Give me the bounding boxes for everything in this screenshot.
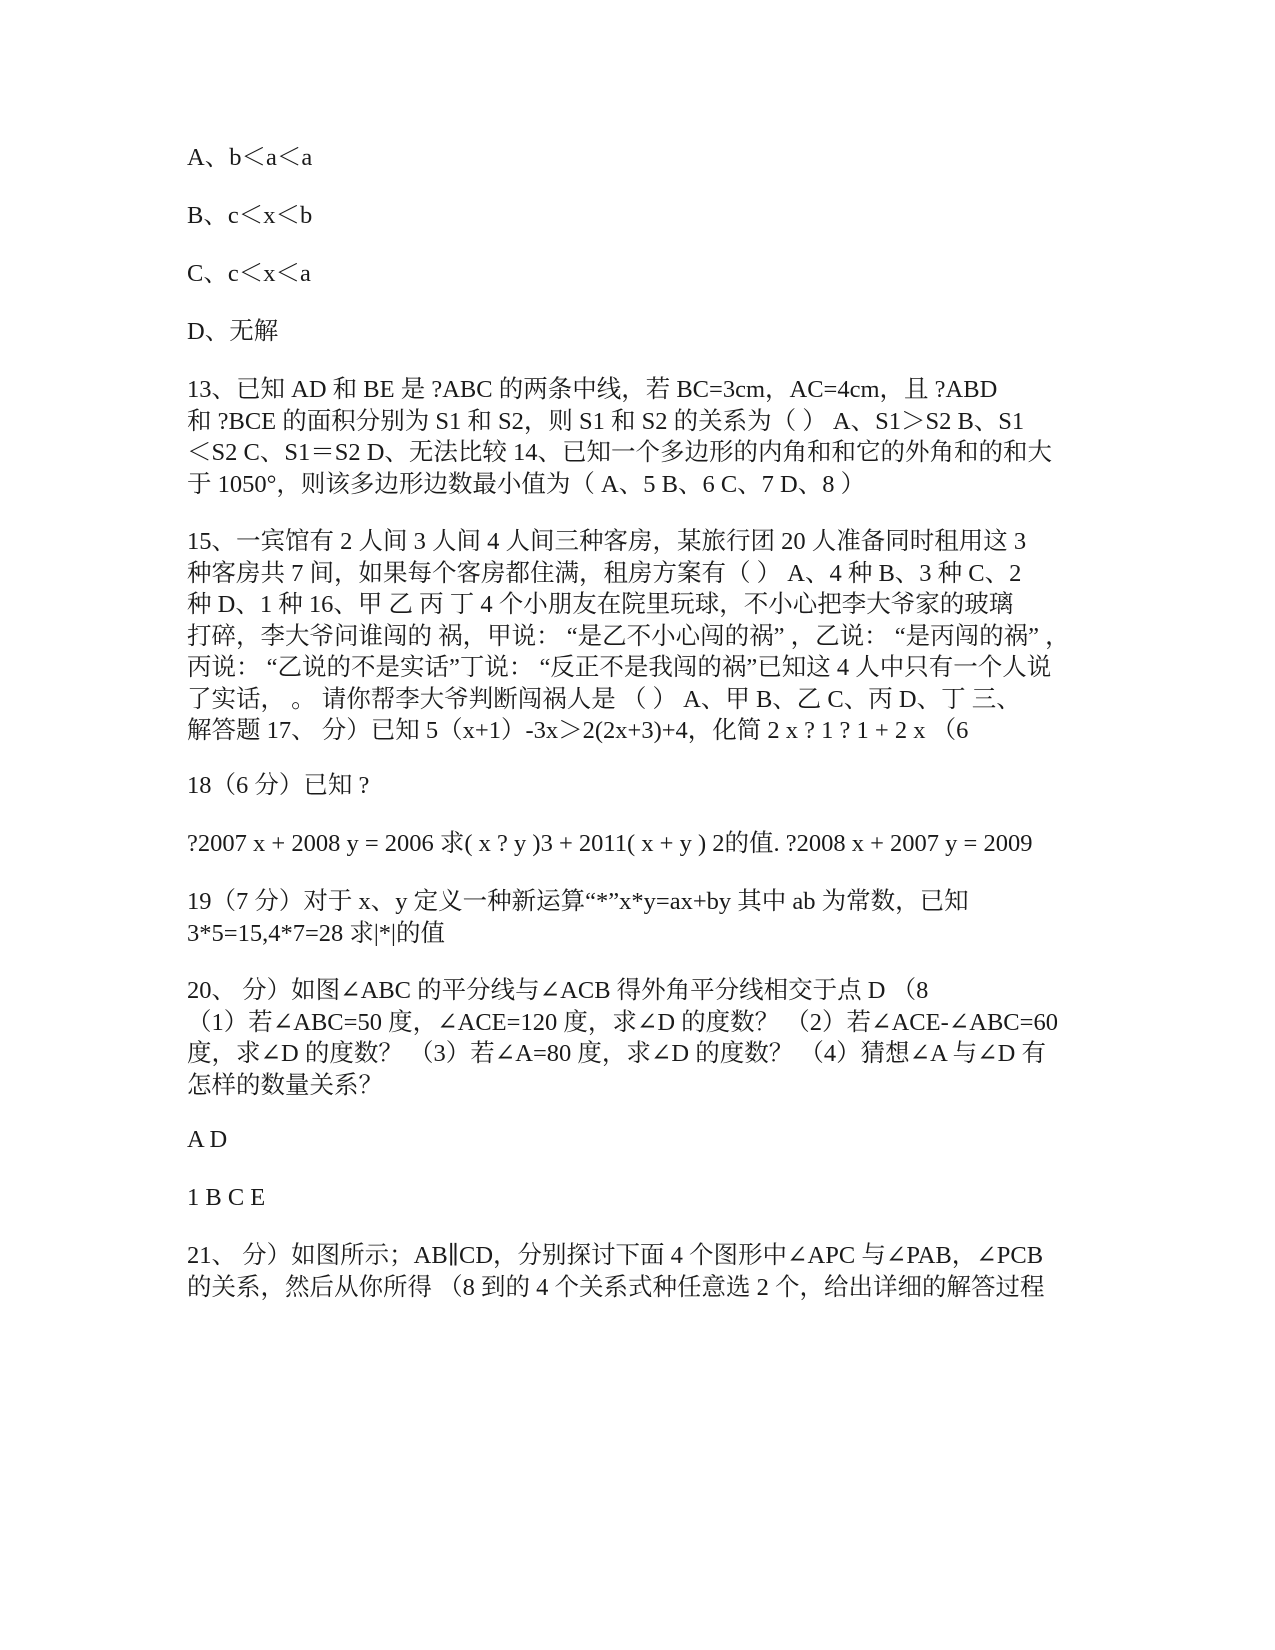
option-a-12: A、b＜a＜a (187, 144, 313, 171)
question-19: 19（7 分）对于 x、y 定义一种新运算“*”x*y=ax+by 其中 ab 为常数，已知 3*5=15,4*7=28 求|*|的值 (187, 888, 969, 947)
question-20: 20、 分）如图∠ABC 的平分线与∠ACB 得外角平分线相交于点 D （8 （1）若∠ABC=50 度，∠ACE=120 度，求∠D 的度数？ （2）若∠ACE-∠ABC=60 度，求∠D 的度数？ （3）若∠A=80 度，求∠D 的度数？ （4）猜想∠A 与∠D 有 怎样的数量关系？ (187, 977, 1058, 1099)
figure-labels-top: A D (187, 1126, 228, 1153)
question-21: 21、 分）如图所示；AB∥CD，分别探讨下面 4 个图形中∠APC 与∠PAB，∠PCB 的关系，然后从你所得 （8 到的 4 个关系式种任意选 2 个，给出详细的解答过程 (187, 1242, 1045, 1301)
question-18-title: 18（6 分）已知 ? (187, 772, 370, 799)
question-15-17: 15、一宾馆有 2 人间 3 人间 4 人间三种客房，某旅行团 20 人准备同时租用这 3 种客房共 7 间，如果每个客房都住满，租房方案有（ ） A、4 种 B、3 种 C、2 种 D、1 种 16、甲 乙 丙 丁 4 个小朋友在院里玩球，不小心把李大爷家的玻璃 打碎，李大爷问谁闯的 祸，甲说： “是乙不小心闯的祸” ，乙说： “是丙闯的祸” ， 丙说： “乙说的不是实话”丁说： “反正不是我闯的祸”已知这 4 人中只有一个人说 了实话， 。 请你帮李大爷判断闯祸人是 （ ） A、甲 B、乙 C、丙 D、丁 三、 解答题 17、 分）已知 5（x+1）-3x＞2(2x+3)+4，化简 2 x ? 1 ? 1 + 2 x （6 (187, 528, 1070, 744)
question-18-equations: ?2007 x + 2008 y = 2006 求( x ? y )3 + 2011( x + y ) 2的值. ?2008 x + 2007 y = 2009 (187, 830, 1033, 857)
question-13-14: 13、已知 AD 和 BE 是 ?ABC 的两条中线，若 BC=3cm，AC=4cm，且 ?ABD 和 ?BCE 的面积分别为 S1 和 S2，则 S1 和 S2 的关系为（ ） A、S1＞S2 B、S1 ＜S2 C、S1＝S2 D、无法比较 14、已知一个多边形的内角和和它的外角和的和大 于 1050°，则该多边形边数最小值为（ A、5 B、6 C、7 D、8 ） (187, 376, 1053, 498)
figure-labels-bottom: 1 B C E (187, 1184, 266, 1211)
option-c-12: C、c＜x＜a (187, 260, 311, 287)
option-b-12: B、c＜x＜b (187, 202, 313, 229)
option-d-12: D、无解 (187, 318, 279, 345)
